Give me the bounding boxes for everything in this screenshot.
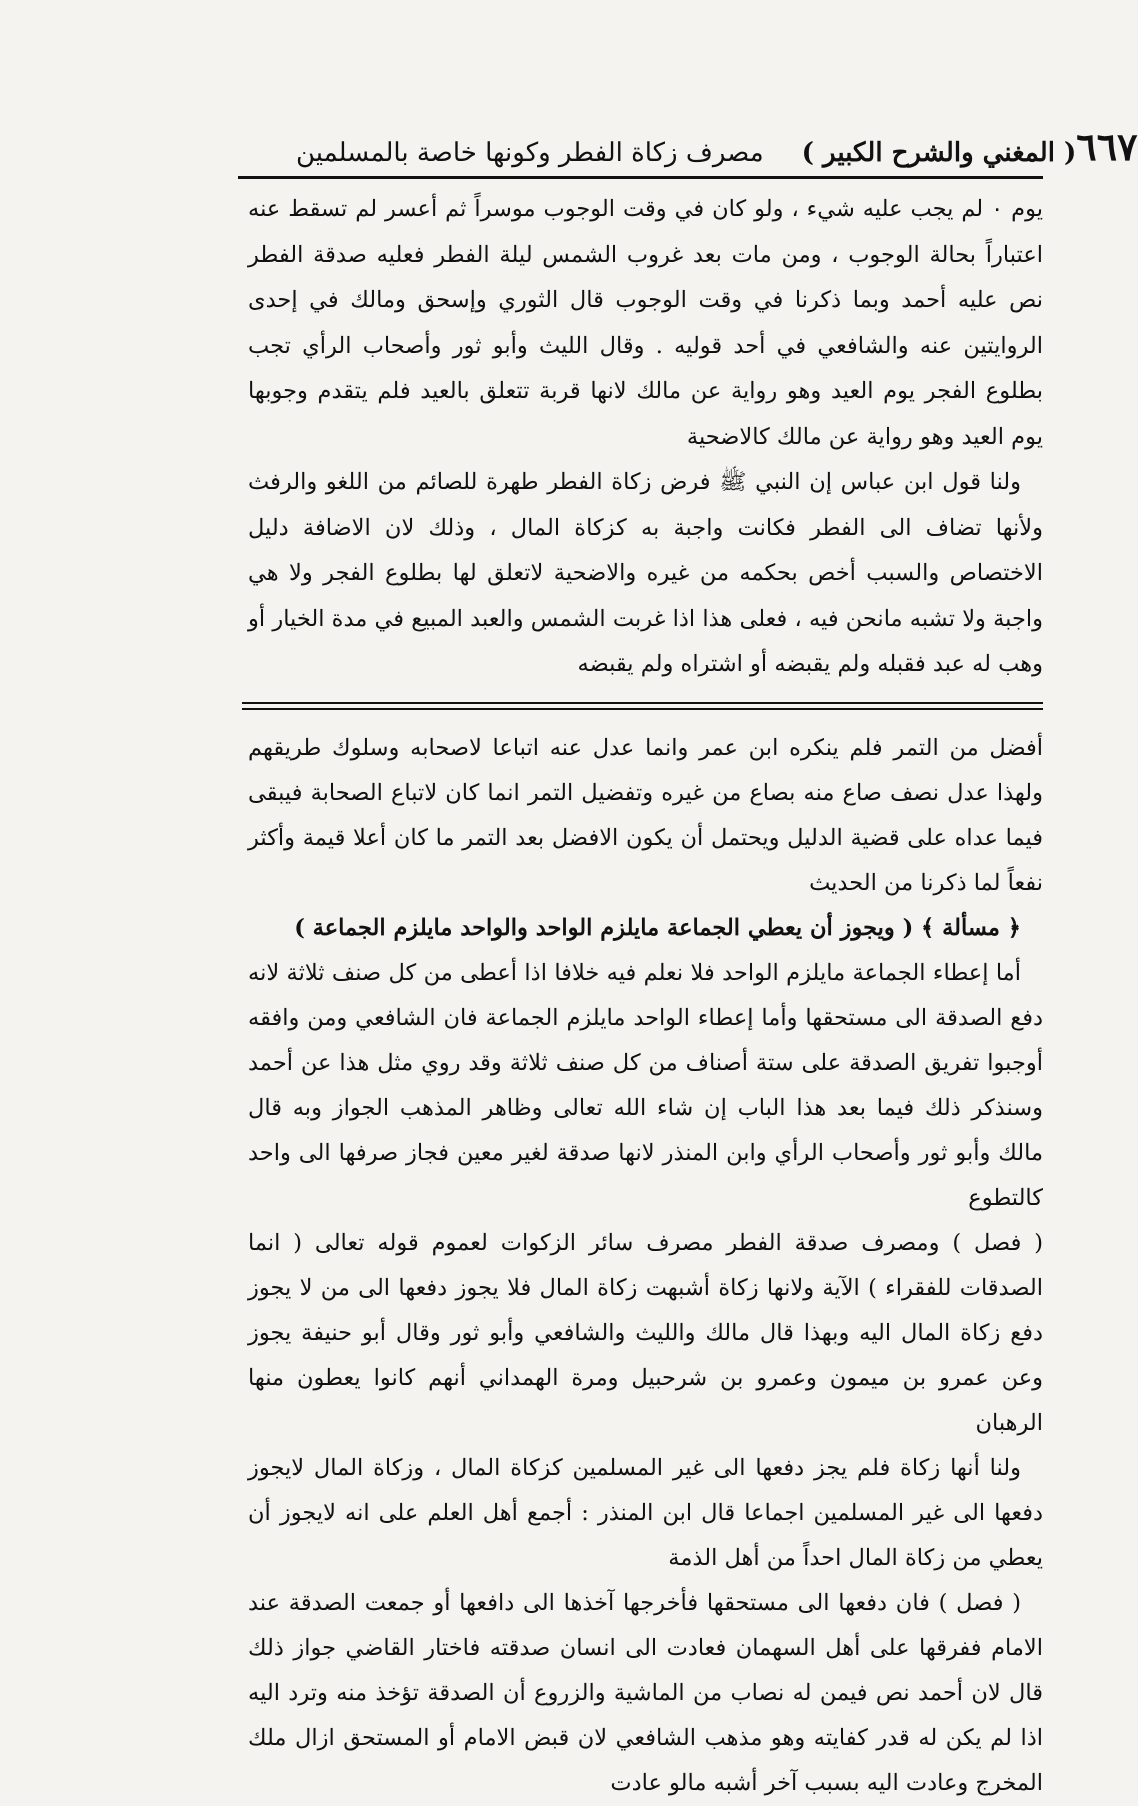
book-title: ( المغني والشرح الكبير ) — [801, 138, 1077, 168]
double-divider — [242, 702, 1043, 710]
commentary-paragraph: أما إعطاء الجماعة مايلزم الواحد فلا نعلم فيه خلافا اذا أعطى من كل صنف ثلاثة لانه دفع الصدقة الى مستحقها وأما إعطاء الواحد مايلزم الجماعة فان الشافعي ومن وافقه أوجبوا تفريق الصدقة على ستة أصناف من كل صنف ثلاثة وقد روي مثل هذا عن أحمد وسنذكر ذلك فيما بعد هذا الباب إن شاء الله تعالى وظاهر المذهب الجواز وبه قال مالك وأبو ثور وأصحاب الرأي وابن المنذر لانها صدقة لغير معين فجاز صرفها الى واحد كالتطوع — [248, 959, 1043, 1211]
page-number: ٦٦٧ — [1076, 124, 1138, 169]
page-header — [248, 124, 1138, 176]
main-paragraph: يوم ٠ لم يجب عليه شيء ، ولو كان في وقت الوجوب موسراً ثم أعسر لم تسقط عنه اعتباراً بحالة الوجوب ، ومن مات بعد غروب الشمس ليلة الفطر فعليه صدقة الفطر نص عليه أحمد وبما ذكرنا في وقت الوجوب قال الثوري وإسحق ومالك في إحدى الروايتين عنه والشافعي في أحد قوليه . وقال الليث وأبو ثور وأصحاب الرأي تجب بطلوع الفجر يوم العيد وهو رواية عن مالك لانها قربة تتعلق بالعيد فلم يتقدم وجوبها يوم العيد وهو رواية عن مالك كالاضحية — [248, 196, 1043, 450]
commentary-paragraph: أفضل من التمر فلم ينكره ابن عمر وانما عدل عنه اتباعا لاصحابه وسلوك طريقهم ولهذا عدل نصف صاع منه بصاع من غيره وتفضيل التمر انما كان لاتباع الصحابة فيبقى فيما عداه على قضية الدليل ويحتمل أن يكون الافضل بعد التمر ما كان أعلا قيمة وأكثر نفعاً لما ذكرنا من الحديث — [248, 734, 1043, 896]
divider-line — [242, 708, 1043, 710]
commentary-text — [248, 726, 1043, 1806]
header-titles — [248, 140, 1076, 166]
fasl-paragraph: ( فصل ) ومصرف صدقة الفطر مصرف سائر الزكوات لعموم قوله تعالى ( انما الصدقات للفقراء ) الآية ولانها زكاة أشبهت زكاة المال فلا يجوز دفعها الى من لا يجوز دفع زكاة المال اليه وبهذا قال مالك والليث والشافعي وأبو ثور وقال أبو حنيفة يجوز وعن عمرو بن ميمون وعمرو بن شرحبيل ومرة الهمداني أنهم كانوا يعطون منها الرهبان — [248, 1229, 1043, 1436]
main-paragraph: ولنا قول ابن عباس إن النبي ﷺ فرض زكاة الفطر طهرة للصائم من اللغو والرفث ولأنها تضاف الى الفطر فكانت واجبة به كزكاة المال ، وذلك لان الاضافة دليل الاختصاص والسبب أخص بحكمه من غيره والاضحية لاتعلق لها بطلوع الفجر ولا هي واجبة ولا تشبه مانحن فيه ، فعلى هذا اذا غربت الشمس والعبد المبيع في مدة الخيار أو وهب له عبد فقبله ولم يقبضه أو اشتراه ولم يقبضه — [248, 469, 1043, 677]
main-text — [248, 187, 1043, 688]
header-rule — [238, 176, 1043, 179]
commentary-paragraph: ولنا أنها زكاة فلم يجز دفعها الى غير المسلمين كزكاة المال ، وزكاة المال لايجوز دفعها الى غير المسلمين اجماعا قال ابن المنذر : أجمع أهل العلم على انه لايجوز أن يعطي من زكاة المال احداً من أهل الذمة — [248, 1454, 1043, 1571]
fasl-paragraph: ( فصل ) فان دفعها الى مستحقها فأخرجها آخذها الى دافعها أو جمعت الصدقة عند الامام ففرقها على أهل السهمان فعادت الى انسان صدقته فاختار القاضي جواز ذلك قال لان أحمد نص فيمن له نصاب من الماشية والزروع أن الصدقة تؤخذ منه وترد اليه اذا لم يكن له قدر كفايته وهو مذهب الشافعي لان قبض الامام أو المستحق ازال ملك المخرج وعادت اليه بسبب آخر أشبه مالو عادت — [248, 1589, 1043, 1796]
section-subject: مصرف زكاة الفطر وكونها خاصة بالمسلمين — [296, 138, 764, 168]
divider-line — [242, 702, 1043, 704]
masala-heading: ﴿ مسألة ﴾ ( ويجوز أن يعطي الجماعة مايلزم الواحد والواحد مايلزم الجماعة ) — [294, 914, 1021, 941]
